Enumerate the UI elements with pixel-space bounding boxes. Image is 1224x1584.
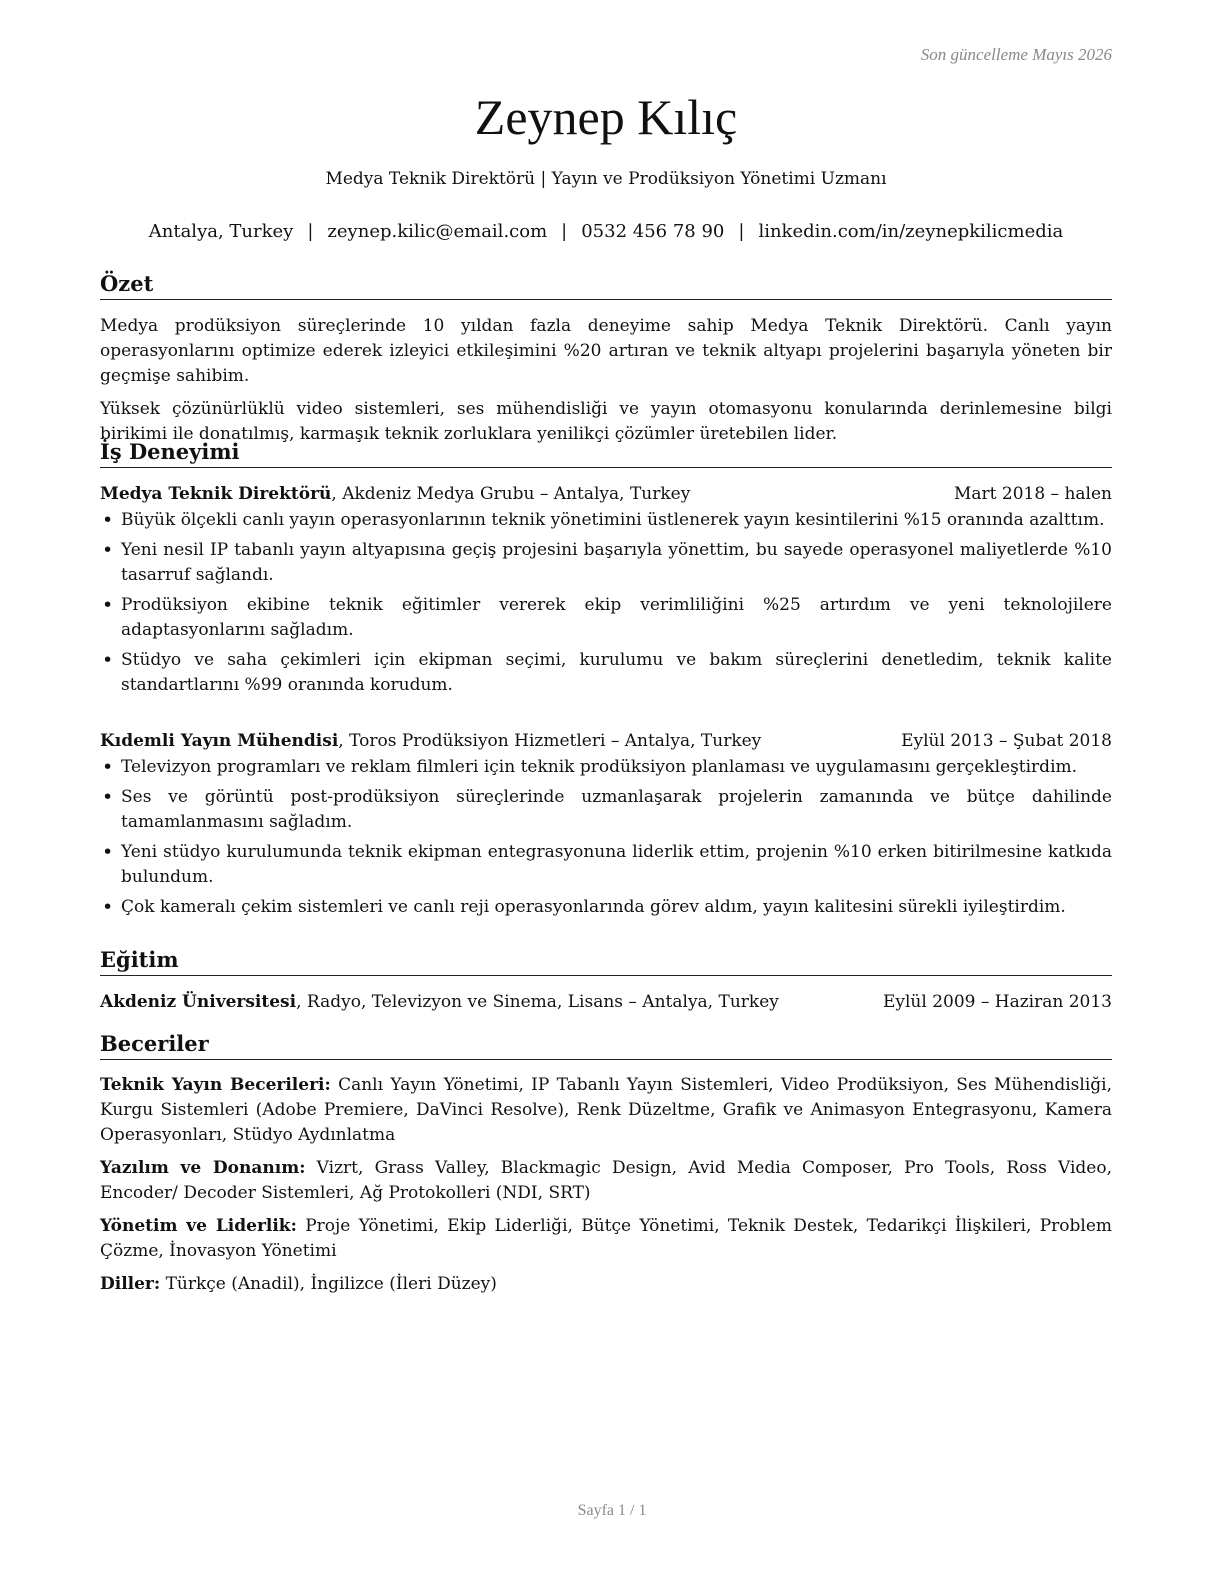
education-school: Akdeniz Üniversitesi <box>100 992 297 1012</box>
contact-email[interactable]: zeynep.kilic@email.com <box>327 221 548 242</box>
skill-text: Proje Yönetimi, Ekip Liderliği, Bütçe Yönetimi, Teknik Destek, Tedarikçi İlişkileri, Problem Çözme, İnovasyon Yönetimi <box>100 1216 1113 1261</box>
job-role: Kıdemli Yayın Mühendisi <box>100 731 339 751</box>
last-updated: Son güncelleme Mayıs 2026 <box>920 45 1112 64</box>
education-dates: Eylül 2009 – Haziran 2013 <box>882 992 1112 1012</box>
candidate-name: Zeynep Kılıç <box>474 89 738 145</box>
job-dates: Mart 2018 – halen <box>953 484 1112 504</box>
job-bullets <box>100 755 1112 920</box>
experience-heading: İş Deneyimi <box>100 438 1112 468</box>
education-entry <box>100 988 1112 1016</box>
job-header <box>100 727 1112 755</box>
skill-group <box>100 1272 1112 1297</box>
skill-group <box>100 1214 1112 1264</box>
skill-group <box>100 1156 1112 1206</box>
job-bullet: • Büyük ölçekli canlı yayın operasyonlarının teknik yönetimini üstlenerek yayın kesintilerini %15 oranında azalttım. <box>100 508 1112 533</box>
contact-separator: | <box>738 221 745 242</box>
skill-label: Yönetim ve Liderlik: <box>100 1216 297 1236</box>
job-entry <box>100 480 1112 703</box>
resume-page <box>100 0 1112 1584</box>
summary-paragraph: Medya prodüksiyon süreçlerinde 10 yıldan fazla deneyime sahip Medya Teknik Direktörü. Canlı yayın operasyonlarını optimize ederek izleyici etkileşimini %20 artıran ve teknik altyapı projelerini başarıyla yöneten bir geçmişe sahibim. <box>100 316 1112 386</box>
education-details: , Radyo, Televizyon ve Sinema, Lisans – Antalya, Turkey <box>296 992 779 1012</box>
job-bullets <box>100 508 1112 698</box>
contact-location: Antalya, Turkey <box>148 221 294 242</box>
skills-section <box>100 1073 1112 1305</box>
education-heading: Eğitim <box>100 946 1112 976</box>
skill-label: Teknik Yayın Becerileri: <box>100 1075 331 1095</box>
skill-text: Canlı Yayın Yönetimi, IP Tabanlı Yayın Sistemleri, Video Prodüksiyon, Ses Mühendisliği, Kurgu Sistemleri (Adobe Premiere, DaVinci Resolve), Renk Düzeltme, Grafik ve Animasyon Entegrasyonu, Kamera Operasyonları, Stüdyo Aydınlatma <box>100 1075 1112 1145</box>
education-header <box>100 988 1112 1016</box>
page-number: Sayfa 1 / 1 <box>577 1502 647 1519</box>
skill-group <box>100 1073 1112 1148</box>
contact-separator: | <box>307 221 314 242</box>
job-bullet: • Çok kameralı çekim sistemleri ve canlı reji operasyonlarında görev aldım, yayın kalitesini sürekli iyileştirdim. <box>100 895 1112 920</box>
contact-phone: 0532 456 78 90 <box>581 221 725 242</box>
job-header <box>100 480 1112 508</box>
summary-section <box>100 314 1112 455</box>
job-company: , Toros Prodüksiyon Hizmetleri – Antalya, Turkey <box>338 731 762 751</box>
skill-label: Yazılım ve Donanım: <box>100 1158 306 1178</box>
skills-heading: Beceriler <box>100 1030 1112 1060</box>
contact-linkedin[interactable]: linkedin.com/in/zeynepkilicmedia <box>758 221 1064 242</box>
skill-label: Diller: <box>100 1274 161 1294</box>
job-bullet: • Ses ve görüntü post-prodüksiyon süreçlerinde uzmanlaşarak projelerin zamanında ve bütçe dahilinde tamamlanmasını sağladım. <box>100 785 1112 835</box>
job-bullet: • Stüdyo ve saha çekimleri için ekipman seçimi, kurulumu ve bakım süreçlerini denetledim, teknik kalite standartlarını %99 oranında korudum. <box>100 648 1112 698</box>
skill-text: Vizrt, Grass Valley, Blackmagic Design, Avid Media Composer, Pro Tools, Ross Video, Encoder/ Decoder Sistemleri, Ağ Protokolleri (NDI, SRT) <box>100 1158 1113 1203</box>
job-bullet: • Yeni nesil IP tabanlı yayın altyapısına geçiş projesini başarıyla yönettim, bu sayede operasyonel maliyetlerde %10 tasarruf sağlandı. <box>100 538 1112 588</box>
job-company: , Akdeniz Medya Grubu – Antalya, Turkey <box>331 484 691 504</box>
job-dates: Eylül 2013 – Şubat 2018 <box>901 731 1112 751</box>
headline: Medya Teknik Direktörü | Yayın ve Prodüksiyon Yönetimi Uzmanı <box>325 169 887 189</box>
job-role: Medya Teknik Direktörü <box>100 484 332 504</box>
contact-line <box>100 218 1112 246</box>
job-entry <box>100 727 1112 925</box>
summary-paragraph: Yüksek çözünürlüklü video sistemleri, ses mühendisliği ve yayın otomasyonu konularında derinlemesine bilgi birikimi ile donatılmış, karmaşık teknik zorluklara yenilikçi çözümler üretebilen lider. <box>100 399 1112 444</box>
skill-text: Türkçe (Anadil), İngilizce (İleri Düzey) <box>160 1274 497 1294</box>
job-bullet: • Yeni stüdyo kurulumunda teknik ekipman entegrasyonuna liderlik ettim, projenin %10 erken bitirilmesine katkıda bulundum. <box>100 840 1112 890</box>
summary-heading: Özet <box>100 270 1112 300</box>
job-bullet: • Prodüksiyon ekibine teknik eğitimler vererek ekip verimliliğini %25 artırdım ve yeni teknolojilere adaptasyonlarını sağladım. <box>100 593 1112 643</box>
job-bullet: • Televizyon programları ve reklam filmleri için teknik prodüksiyon planlaması ve uygulamasını gerçekleştirdim. <box>100 755 1112 780</box>
contact-separator: | <box>561 221 568 242</box>
